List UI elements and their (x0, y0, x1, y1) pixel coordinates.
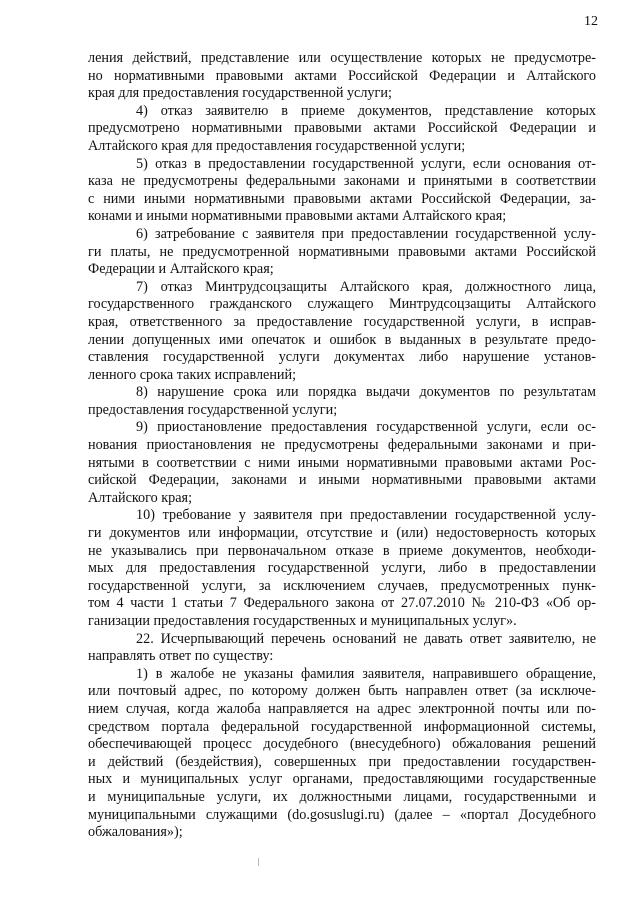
document-body (88, 50, 596, 842)
paragraph-p-cont (88, 50, 596, 103)
text-line: но нормативными правовыми актами Российской Федерации и Алтайского (88, 67, 596, 84)
paragraph-p-22-1 (88, 666, 596, 842)
text-line: края, ответственного за предоставление государственной услуги, в исправ- (88, 313, 596, 330)
text-line: муниципальными служащими (do.gosuslugi.ru) (далее – «портал Досудебного (88, 806, 596, 823)
scan-mark (258, 858, 259, 866)
paragraph-p-7 (88, 279, 596, 385)
text-line: с ними иными нормативными правовыми актами Российской Федерации, за- (88, 190, 596, 207)
text-line: не указывались при первоначальном отказе в приеме документов, необходи- (88, 542, 596, 559)
paragraph-p-6 (88, 226, 596, 279)
text-line: предоставления государственной услуги; (88, 401, 338, 418)
text-line: Алтайского края; (88, 489, 193, 506)
text-line: 6) затребование с заявителя при предоставлении государственной услу- (136, 225, 596, 242)
text-line: 5) отказ в предоставлении государственной услуги, если основания от- (136, 155, 596, 172)
text-line: края для предоставления государственной услуги; (88, 85, 392, 102)
text-line: каза не предусмотрены федеральными законами и принятыми в соответствии (88, 173, 596, 190)
text-line: средством портала федеральной государственной информационной системы, (88, 718, 596, 735)
text-line: ления действий, представление или осуществление которых не предусмотре- (88, 50, 596, 66)
text-line: нием случая, когда жалоба направляется на адрес электронной почты или по- (88, 700, 596, 717)
text-line: нятыми в соответствии с ними иными нормативными правовыми актами Рос- (88, 454, 596, 471)
paragraph-p-5 (88, 156, 596, 226)
text-line: 9) приостановление предоставления государственной услуги, если ос- (136, 419, 596, 436)
text-line: ги документов или информации, отсутствие и (или) недостоверность которых (88, 525, 596, 542)
text-line: мых для предоставления государственной услуги, либо в предоставлении (88, 560, 596, 577)
paragraph-p-9 (88, 419, 596, 507)
text-line: Федерации и Алтайского края; (88, 261, 274, 278)
text-line: 8) нарушение срока или порядка выдачи документов по результатам (136, 384, 596, 401)
page-number: 12 (584, 14, 598, 29)
text-line: 10) требование у заявителя при предоставлении государственной услу- (136, 507, 596, 524)
text-line: 4) отказ заявителю в приеме документов, представление которых (136, 102, 596, 119)
text-line: ги платы, не предусмотренной нормативными правовыми актами Российской (88, 243, 596, 260)
text-line: нования приостановления не предусмотрены федеральными законами и при- (88, 437, 596, 454)
text-line: ганизации предоставления государственных и муниципальных услуг». (88, 613, 517, 629)
text-line: обеспечивающей процесс досудебного (внесудебного) обжалования решений (88, 736, 596, 753)
text-line: или почтовый адрес, по которому должен быть направлен ответ (за исключе- (88, 683, 596, 700)
text-line: направлять ответ по существу: (88, 648, 274, 665)
text-line: государственного гражданского служащего Минтрудсоцзащиты Алтайского (88, 296, 596, 313)
text-line: и действий (бездействия), совершенных при предоставлении государствен- (88, 753, 596, 770)
text-line: 1) в жалобе не указаны фамилия заявителя, направившего обращение, (136, 665, 596, 682)
text-line: государственной услуги, за исключением случаев, предусмотренных пунк- (88, 577, 596, 594)
text-line: и муниципальные услуги, их должностными лицами, государственными и (88, 788, 596, 805)
text-line: ных и муниципальных услуг органами, предоставляющими государственные (88, 771, 596, 788)
text-line: ленного срока таких исправлений; (88, 366, 297, 383)
text-line: сийской Федерации, законами и иными нормативными правовыми актами (88, 472, 596, 489)
text-line: 7) отказ Минтрудсоцзащиты Алтайского края, должностного лица, (136, 278, 596, 295)
text-line: конами и иными нормативными правовыми актами Алтайского края; (88, 208, 507, 225)
paragraph-p-4 (88, 103, 596, 156)
text-line: лении допущенных ими опечаток и ошибок в выданных в результате предо- (88, 331, 596, 348)
text-line: ставления государственной услуги документах либо нарушение установ- (88, 349, 596, 366)
paragraph-p-10 (88, 507, 596, 630)
text-line: 22. Исчерпывающий перечень оснований не давать ответ заявителю, не (136, 630, 596, 647)
text-line: обжалования»); (88, 824, 183, 841)
paragraph-p-8 (88, 384, 596, 419)
text-line: предусмотрено нормативными правовыми актами Российской Федерации и (88, 120, 596, 137)
paragraph-p-22 (88, 631, 596, 666)
text-line: том 4 части 1 статьи 7 Федерального закона от 27.07.2010 № 210-ФЗ «Об ор- (88, 595, 596, 612)
text-line: Алтайского края для предоставления государственной услуги; (88, 137, 466, 154)
